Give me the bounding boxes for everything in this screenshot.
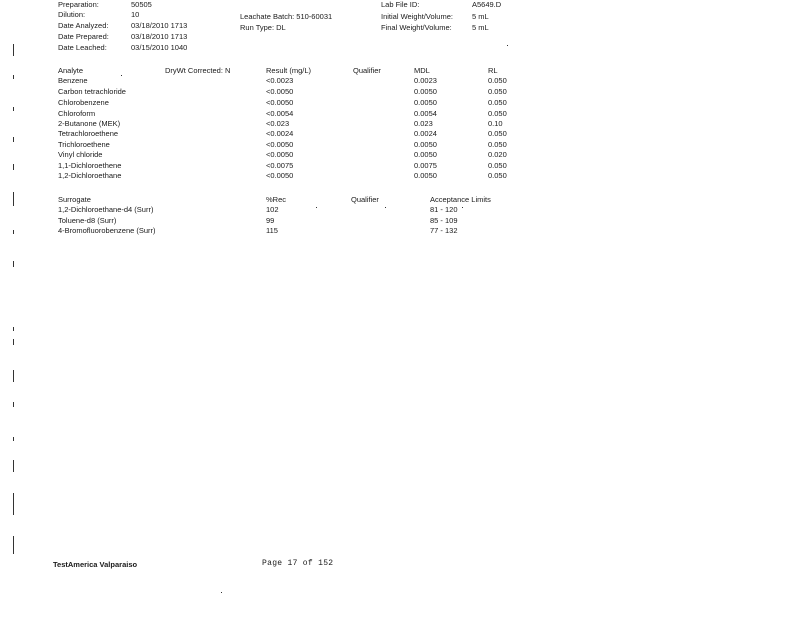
analyte-result: <0.0050 [266, 87, 294, 96]
analyte-result: <0.0023 [266, 76, 294, 85]
analyte-rl: 0.050 [488, 76, 507, 85]
date-leached-value: 03/15/2010 1040 [131, 43, 188, 52]
scan-speck [385, 207, 386, 208]
analyte-result: <0.023 [266, 119, 290, 128]
margin-tick [13, 164, 14, 170]
analyte-rl: 0.050 [488, 171, 507, 180]
margin-tick [13, 75, 14, 79]
scan-speck [221, 592, 222, 593]
margin-tick [13, 327, 14, 331]
preparation-value: 50505 [131, 0, 152, 9]
margin-tick [13, 402, 14, 407]
analyte-mdl: 0.0050 [414, 87, 437, 96]
date-analyzed-value: 03/18/2010 1713 [131, 21, 188, 30]
margin-tick [13, 460, 14, 472]
analyte-rl: 0.050 [488, 161, 507, 170]
analyte-name: 1,2-Dichloroethane [58, 171, 122, 180]
surrogate-header: Surrogate [58, 195, 91, 204]
initial-weight-value: 5 mL [472, 12, 489, 21]
analyte-result: <0.0075 [266, 161, 294, 170]
analyte-result: <0.0050 [266, 98, 294, 107]
analyte-rl: 0.050 [488, 109, 507, 118]
result-header: Result (mg/L) [266, 66, 312, 75]
lab-file-id-label: Lab File ID: [381, 0, 420, 9]
analyte-rl: 0.050 [488, 98, 507, 107]
page-number: Page 17 of 152 [262, 559, 334, 568]
surrogate-name: Toluene-d8 (Surr) [58, 216, 117, 225]
margin-tick [13, 137, 14, 142]
surrogate-name: 1,2-Dichloroethane-d4 (Surr) [58, 205, 154, 214]
rl-header: RL [488, 66, 498, 75]
dilution-value: 10 [131, 10, 140, 19]
margin-tick [13, 493, 14, 515]
analyte-rl: 0.020 [488, 150, 507, 159]
scan-speck [121, 75, 122, 76]
margin-tick [13, 437, 14, 441]
analyte-name: 1,1-Dichloroethene [58, 161, 122, 170]
analyte-mdl: 0.0050 [414, 150, 437, 159]
preparation-label: Preparation: [58, 0, 99, 9]
leachate-batch: Leachate Batch: 510-60031 [240, 12, 333, 21]
date-prepared-value: 03/18/2010 1713 [131, 32, 188, 41]
analyte-rl: 0.10 [488, 119, 503, 128]
analyte-mdl: 0.0023 [414, 76, 437, 85]
acceptance-limits-header: Acceptance Limits [430, 195, 491, 204]
scan-speck [462, 207, 463, 208]
analyte-result: <0.0050 [266, 140, 294, 149]
analyte-mdl: 0.0024 [414, 129, 437, 138]
analyte-mdl: 0.023 [414, 119, 433, 128]
analyte-name: 2-Butanone (MEK) [58, 119, 121, 128]
analyte-header: Analyte [58, 66, 84, 75]
margin-tick [13, 339, 14, 345]
surrogate-name: 4-Bromofluorobenzene (Surr) [58, 226, 156, 235]
date-prepared-label: Date Prepared: [58, 32, 109, 41]
final-weight-label: Final Weight/Volume: [381, 23, 452, 32]
margin-tick [13, 107, 14, 111]
surrogate-limits: 81 - 120 [430, 205, 458, 214]
scan-speck [507, 45, 508, 46]
dilution-label: Dilution: [58, 10, 86, 19]
lab-file-id-value: A5649.D [472, 0, 502, 9]
margin-tick [13, 370, 14, 382]
qualifier-header: Qualifier [353, 66, 381, 75]
analyte-name: Trichloroethene [58, 140, 110, 149]
analyte-name: Chloroform [58, 109, 96, 118]
analyte-mdl: 0.0075 [414, 161, 437, 170]
analyte-mdl: 0.0054 [414, 109, 437, 118]
surrogate-limits: 77 - 132 [430, 226, 458, 235]
margin-tick [13, 230, 14, 234]
analyte-result: <0.0050 [266, 150, 294, 159]
scan-speck [316, 207, 317, 208]
analyte-name: Chlorobenzene [58, 98, 109, 107]
analyte-name: Tetrachloroethene [58, 129, 119, 138]
analyte-result: <0.0054 [266, 109, 294, 118]
margin-tick [13, 261, 14, 267]
run-type: Run Type: DL [240, 23, 286, 32]
analyte-result: <0.0024 [266, 129, 294, 138]
surrogate-rec: 99 [266, 216, 275, 225]
company-name: TestAmerica Valparaiso [53, 560, 138, 569]
analyte-rl: 0.050 [488, 129, 507, 138]
analyte-rl: 0.050 [488, 87, 507, 96]
analyte-rl: 0.050 [488, 140, 507, 149]
rec-header: %Rec [266, 195, 287, 204]
date-analyzed-label: Date Analyzed: [58, 21, 109, 30]
analyte-mdl: 0.0050 [414, 140, 437, 149]
initial-weight-label: Initial Weight/Volume: [381, 12, 453, 21]
final-weight-value: 5 mL [472, 23, 489, 32]
analyte-mdl: 0.0050 [414, 171, 437, 180]
margin-tick [13, 44, 14, 56]
margin-tick [13, 536, 14, 554]
analyte-name: Benzene [58, 76, 88, 85]
drywt-header: DryWt Corrected: N [165, 66, 231, 75]
analyte-name: Carbon tetrachloride [58, 87, 126, 96]
surrogate-rec: 115 [266, 226, 278, 235]
analyte-result: <0.0050 [266, 171, 294, 180]
date-leached-label: Date Leached: [58, 43, 107, 52]
analyte-mdl: 0.0050 [414, 98, 437, 107]
mdl-header: MDL [414, 66, 430, 75]
margin-tick [13, 192, 14, 206]
surrogate-rec: 102 [266, 205, 279, 214]
analyte-name: Vinyl chloride [58, 150, 103, 159]
surrogate-limits: 85 - 109 [430, 216, 458, 225]
surrogate-qualifier-header: Qualifier [351, 195, 379, 204]
